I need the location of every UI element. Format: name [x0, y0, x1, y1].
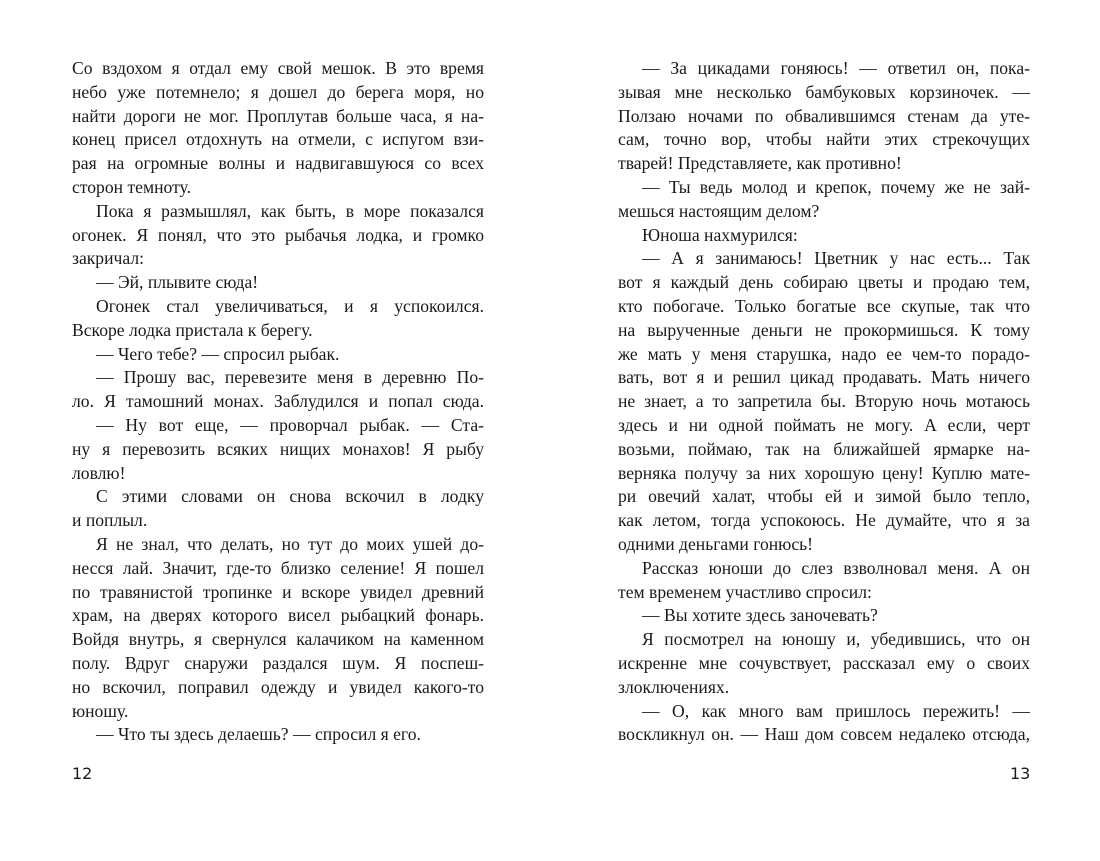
text-line: на вырученные деньги не прокормишься. К тому: [618, 319, 1030, 340]
text-line: ло. Я тамошний монах. Заблудился и попал сюда.: [72, 391, 484, 412]
text-line: — А я занимаюсь! Цветник у нас есть... Так: [642, 248, 1030, 269]
text-line: Со вздохом я отдал ему свой мешок. В это время: [72, 58, 484, 78]
text-line: — Ну вот еще, — проворчал рыбак. — Ста-: [96, 414, 484, 435]
text-line: ну я перевозить всяких нищих монахов! Я рыбу: [72, 438, 484, 459]
text-line: закричал:: [72, 248, 144, 269]
text-line: одними деньгами гонюсь!: [618, 533, 814, 554]
text-line: Рассказ юноши до слез взволновал меня. А он: [642, 557, 1030, 578]
text-line: искренне мне сочувствует, рассказал ему о своих: [618, 652, 1030, 673]
text-line: возьми, поймаю, так на ближайшей ярмарке на-: [618, 438, 1030, 459]
text-line: Ползаю ночами по обвалившимся стенам да уте-: [618, 105, 1030, 126]
text-line: злоключениях.: [618, 676, 730, 697]
text-line: — Вы хотите здесь заночевать?: [642, 605, 878, 626]
text-line: — Эй, плывите сюда!: [96, 272, 259, 293]
text-line: вот я каждый день собираю цветы и продаю тем,: [618, 272, 1030, 293]
text-line: Пока я размышлял, как быть, в море показался: [96, 200, 484, 221]
text-line: верняка получу за них хорошую цену! Куплю мате-: [618, 462, 1030, 483]
text-line: и поплыл.: [72, 510, 148, 531]
text-line: — О, как много вам пришлось пережить! —: [642, 700, 1030, 721]
text-line: — Что ты здесь делаешь? — спросил я его.: [96, 724, 421, 745]
text-line: несся лай. Значит, где-то близко селение! Я пошел: [72, 557, 484, 578]
text-line: тварей! Представляете, как противно!: [618, 153, 902, 174]
text-line: юношу.: [72, 700, 129, 721]
text-line: сторон темноту.: [72, 176, 191, 197]
text-line: тем временем участливо спросил:: [618, 581, 872, 602]
text-line: полу. Вдруг снаружи раздался шум. Я поспеш-: [72, 652, 484, 673]
text-line: Огонек стал увеличиваться, и я успокоился.: [96, 295, 484, 316]
text-line: найти дороги не мог. Проплутав больше часа, я на-: [72, 105, 484, 126]
left-page: [72, 57, 484, 747]
text-line: здесь и ни одной поймать не могу. А если, черт: [618, 414, 1030, 435]
text-line: храм, на дверях которого висел рыбацкий фонарь.: [72, 605, 484, 626]
text-line: вать, вот я и решил цикад продавать. Мать ничего: [618, 367, 1030, 388]
text-line: Я посмотрел на юношу и, убедившись, что он: [642, 629, 1030, 650]
text-line: же мать у меня старушка, надо ее чем-то порадо-: [618, 343, 1030, 364]
text-line: Я не знал, что делать, но тут до моих ушей до-: [96, 533, 484, 554]
text-line: — Ты ведь молод и крепок, почему же не зай-: [642, 176, 1030, 197]
right-page: [618, 57, 1030, 747]
text-line: С этими словами он снова вскочил в лодку: [96, 486, 484, 507]
page-number-left: 12: [72, 764, 93, 783]
text-line: зывая мне несколько бамбуковых корзиночек. —: [618, 81, 1030, 102]
text-line: сам, точно вор, чтобы найти этих стрекочущих: [618, 129, 1030, 150]
text-line: по травянистой тропинке и вскоре увидел древний: [72, 581, 484, 602]
text-line: ри овечий халат, чтобы ей и зимой было тепло,: [618, 486, 1030, 507]
text-line: как летом, тогда успокоюсь. Не думайте, что я за: [618, 510, 1030, 531]
page-number-right: 13: [1010, 764, 1031, 783]
text-line: не знает, а то запретила бы. Вторую ночь мотаюсь: [618, 391, 1030, 412]
text-line: мешься настоящим делом?: [618, 200, 820, 221]
text-line: небо уже потемнело; я дошел до берега моря, но: [72, 81, 484, 102]
text-line: рая на огромные волны и надвигавшуюся со всех: [72, 153, 484, 174]
text-line: Вскоре лодка пристала к берегу.: [72, 319, 313, 340]
text-line: Войдя внутрь, я свернулся калачиком на каменном: [72, 629, 484, 650]
text-line: — Чего тебе? — спросил рыбак.: [96, 343, 340, 364]
text-line: — Прошу вас, перевезите меня в деревню По-: [96, 367, 484, 388]
text-line: конец присел отдохнуть на отмели, с испугом взи-: [72, 129, 484, 150]
text-line: воскликнул он. — Наш дом совсем недалеко отсюда,: [618, 724, 1030, 745]
text-line: огонек. Я понял, что это рыбачья лодка, и громко: [72, 224, 484, 245]
text-line: ловлю!: [72, 462, 126, 483]
text-line: — За цикадами гоняюсь! — ответил он, пока-: [642, 58, 1030, 78]
text-line: но вскочил, поправил одежду и увидел какого-то: [72, 676, 484, 697]
text-line: кто побогаче. Только богатые все скупые, так что: [618, 295, 1030, 316]
text-line: Юноша нахмурился:: [642, 224, 798, 245]
